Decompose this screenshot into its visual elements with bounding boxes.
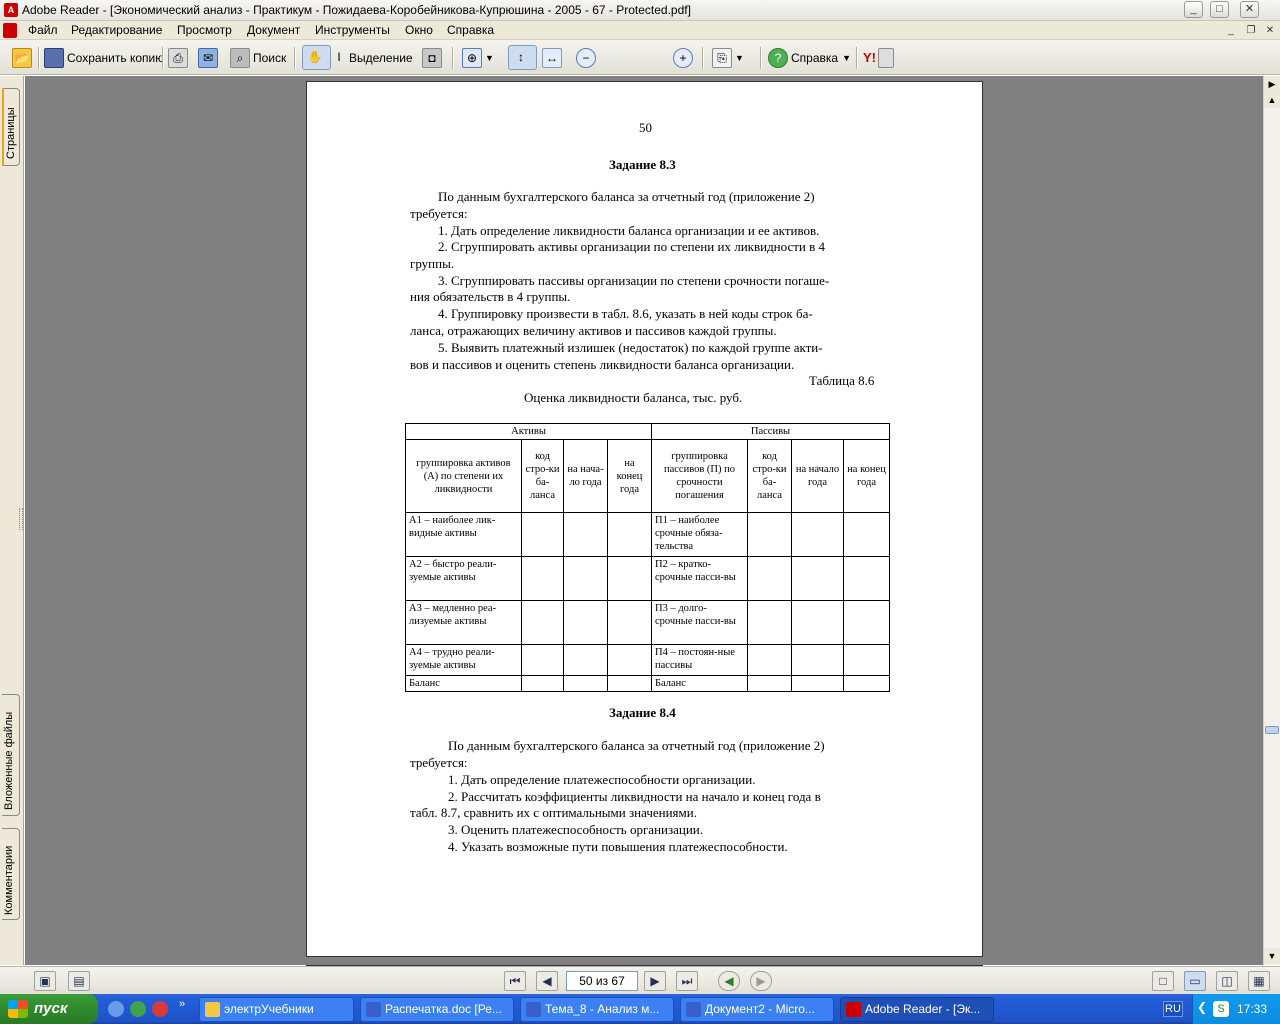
paragraph-line: требуется: [410, 755, 468, 770]
table-row [406, 513, 890, 557]
doc-close-button[interactable]: ✕ [1265, 25, 1275, 36]
tab-comments-label: Комментарии [3, 845, 15, 915]
rotate-view-button[interactable] [712, 45, 744, 70]
document-area[interactable] [25, 76, 1263, 965]
clock[interactable]: 17:33 [1237, 1002, 1268, 1016]
taskbar-item-folder[interactable] [199, 997, 354, 1022]
save-copy-button[interactable] [44, 45, 164, 70]
toolbar [0, 40, 1280, 75]
column-header: группировка активов (А) по степени их ликвидности [406, 440, 522, 513]
doc-minimize-button[interactable]: _ [1228, 25, 1234, 36]
quick-launch-more-icon[interactable]: » [179, 998, 186, 1010]
menu-help[interactable]: Справка [447, 23, 495, 37]
start-button[interactable] [0, 994, 98, 1024]
previous-page-button[interactable]: ◀ [536, 971, 558, 991]
menu-edit[interactable]: Редактирование [71, 23, 163, 37]
table-row [406, 645, 890, 676]
select-label: Выделение [349, 50, 413, 65]
facing-view-icon[interactable]: ◫ [1216, 971, 1238, 991]
select-tool-button[interactable] [332, 45, 413, 70]
email-icon: ✉ [198, 48, 218, 68]
tab-attachments-label: Вложенные файлы [3, 711, 15, 810]
table-cell: А3 – медленно реа-лизуемые активы [406, 601, 522, 645]
help-button[interactable] [768, 45, 851, 70]
chevron-down-icon[interactable]: ▼ [735, 52, 744, 63]
scroll-thumb[interactable] [1265, 726, 1279, 734]
paragraph-line: 2. Сгруппировать активы организации по степени их ликвидности в 4 [438, 239, 826, 254]
table-row [406, 557, 890, 601]
vertical-scrollbar[interactable] [1263, 76, 1280, 965]
help-label: Справка [791, 50, 839, 65]
camera-icon: ◘ [422, 48, 442, 68]
paragraph-line: 4. Указать возможные пути повышения платежеспособности. [448, 839, 788, 854]
binoculars-icon [878, 48, 894, 68]
table-cell: Баланс [406, 676, 522, 692]
table-cell: П2 – кратко-срочные пасси-вы [652, 557, 748, 601]
panel-resize-handle[interactable] [19, 508, 23, 530]
paragraph-line: 4. Группировку произвести в табл. 8.6, указать в ней коды строк ба- [438, 306, 813, 321]
doc-restore-button[interactable]: ❐ [1246, 25, 1256, 36]
windows-taskbar [0, 994, 1280, 1024]
security-icon[interactable]: S [1213, 1001, 1229, 1017]
table-cell: П1 – наиболее срочные обяза-тельства [652, 513, 748, 557]
task-label: Тема_8 - Анализ м... [545, 1002, 660, 1016]
close-button[interactable]: ✕ [1240, 1, 1259, 18]
column-header: на конец года [844, 440, 890, 513]
paragraph-line: ланса, отражающих величину активов и пассивов каждой группы. [410, 323, 777, 338]
pdf-page [306, 81, 983, 957]
open-button[interactable] [12, 45, 35, 70]
fit-page-button[interactable] [508, 45, 537, 70]
status-bar [0, 966, 1280, 994]
folder-icon: 📂 [12, 48, 32, 68]
paragraph-line: По данным бухгалтерского баланса за отчетный год (приложение 2) [448, 738, 825, 753]
tab-pages[interactable] [2, 88, 20, 166]
windows-logo-icon [8, 1000, 28, 1018]
table-cell: А2 – быстро реали-зуемые активы [406, 557, 522, 601]
binoculars-icon: ⌕ [230, 48, 250, 68]
scroll-down-arrow-icon[interactable]: ▼ [1264, 948, 1280, 964]
paragraph-line: 5. Выявить платежный излишек (недостаток) по каждой группе акти- [438, 340, 823, 355]
task-label: Документ2 - Micro... [705, 1002, 815, 1016]
adobe-reader-icon [846, 1002, 861, 1017]
snapshot-button[interactable] [422, 45, 445, 70]
menu-document[interactable]: Документ [247, 23, 301, 37]
table-cell: П4 – постоян-ные пассивы [652, 645, 748, 676]
zoom-in-button[interactable] [673, 45, 696, 70]
paragraph-line: 1. Дать определение ликвидности баланса организации и ее активов. [438, 223, 820, 238]
paragraph-line: вов и пассивов и оценить степень ликвидности баланса организации. [410, 357, 795, 372]
menu-bar [0, 21, 1280, 40]
title-bar [0, 0, 1280, 21]
fit-page-icon: ↕ [518, 49, 524, 64]
continuous-view-icon[interactable]: ▭ [1184, 971, 1206, 991]
browser-icon[interactable] [130, 1001, 146, 1017]
taskbar-item-word-printout[interactable] [360, 997, 514, 1022]
single-page-view-icon[interactable]: □ [1152, 971, 1174, 991]
go-forward-button[interactable]: ▶ [750, 971, 772, 991]
taskbar-item-adobe-reader[interactable] [840, 997, 994, 1022]
paragraph-line: табл. 8.7, сравнить их с оптимальными значениями. [410, 805, 697, 820]
table-row [406, 601, 890, 645]
minimize-button[interactable]: _ [1184, 1, 1203, 18]
search-label: Поиск [253, 50, 287, 65]
menu-tools[interactable]: Инструменты [315, 23, 390, 37]
paragraph-line: 2. Рассчитать коэффициенты ликвидности на начало и конец года в [448, 789, 821, 804]
search-button[interactable] [230, 45, 286, 70]
paragraph-line: 1. Дать определение платежеспособности организации. [448, 772, 756, 787]
hand-tool-button[interactable] [302, 45, 331, 70]
tab-comments[interactable] [2, 828, 20, 920]
hand-icon: ✋ [307, 49, 323, 64]
word-icon [526, 1002, 541, 1017]
menu-view[interactable]: Просмотр [177, 23, 232, 37]
system-tray [1192, 994, 1280, 1024]
table-cell: А4 – трудно реали-зуемые активы [406, 645, 522, 676]
table-caption: Оценка ликвидности баланса, тыс. руб. [524, 390, 743, 405]
document-icon[interactable] [3, 23, 17, 38]
column-header: группировка пассивов (П) по срочности погашения [652, 440, 748, 513]
column-header: на нача-ло года [564, 440, 608, 513]
minus-icon: − [576, 48, 596, 68]
table-cell: А1 – наиболее лик-видные активы [406, 513, 522, 557]
go-back-button[interactable]: ◀ [718, 971, 740, 991]
single-page-icon[interactable]: ▣ [34, 971, 56, 991]
task-label: Adobe Reader - [Эк... [865, 1002, 981, 1016]
tray-expand-icon[interactable]: ❮ [1197, 1000, 1208, 1014]
network-icon[interactable] [108, 1001, 124, 1017]
table-header-liabilities: Пассивы [652, 424, 890, 440]
menu-file[interactable]: Файл [28, 23, 58, 37]
printer-icon: ⎙ [168, 48, 188, 68]
start-label: пуск [34, 1000, 68, 1017]
task-title: Задание 8.3 [609, 157, 676, 172]
paragraph-line: 3. Сгруппировать пассивы организации по степени срочности погаше- [438, 273, 830, 288]
navigation-panel [0, 76, 24, 965]
word-icon [686, 1002, 701, 1017]
table-cell: П3 – долго-срочные пасси-вы [652, 601, 748, 645]
plus-icon: + [673, 48, 693, 68]
tab-pages-label: Страницы [5, 107, 17, 159]
maximize-button[interactable]: □ [1210, 1, 1229, 18]
text-cursor-icon: I [337, 49, 341, 64]
paragraph-line: ния обязательств в 4 группы. [410, 289, 571, 304]
magnifier-plus-icon: ⊕ [462, 48, 482, 68]
page-layout-icon[interactable]: ▤ [68, 971, 90, 991]
yahoo-logo-icon: Y! [863, 50, 876, 65]
email-button[interactable] [198, 45, 221, 70]
window-title: Adobe Reader - [Экономический анализ - Практикум - Пожидаева-Коробейникова-Купрюшина - 2005 - 67 - Protected.pdf] [22, 3, 691, 17]
table-row [406, 676, 890, 692]
first-page-button[interactable]: ⏮ [504, 971, 526, 991]
task-label: электрУчебники [224, 1002, 314, 1016]
chevron-down-icon[interactable]: ▼ [485, 52, 494, 63]
page-number: 50 [639, 120, 652, 135]
zoom-in-tool-button[interactable] [462, 45, 494, 70]
language-indicator[interactable]: RU [1163, 1001, 1183, 1017]
floppy-disk-icon [44, 48, 64, 68]
paragraph-line: группы. [410, 256, 455, 271]
taskbar-item-word-document2[interactable] [680, 997, 834, 1022]
scroll-right-arrow-icon[interactable]: ▶ [1264, 76, 1280, 92]
paragraph-line: 3. Оценить платежеспособность организации. [448, 822, 704, 837]
help-icon: ? [768, 48, 788, 68]
fit-width-button[interactable] [542, 45, 565, 70]
last-page-button[interactable]: ⏭ [676, 971, 698, 991]
liquidity-table [405, 423, 890, 692]
folder-icon [205, 1002, 220, 1017]
yahoo-search-button[interactable] [863, 45, 897, 70]
word-icon [366, 1002, 381, 1017]
paragraph-line: По данным бухгалтерского баланса за отчетный год (приложение 2) [438, 189, 815, 204]
chevron-down-icon[interactable]: ▼ [842, 52, 851, 63]
next-page-button[interactable]: ▶ [644, 971, 666, 991]
taskbar-item-word-topic[interactable] [520, 997, 674, 1022]
page-number-input[interactable]: 50 из 67 [566, 971, 638, 991]
task-label: Распечатка.doc [Ре... [385, 1002, 502, 1016]
column-header: код стро-ки ба-ланса [522, 440, 564, 513]
tab-attachments[interactable] [2, 694, 20, 816]
paragraph-line: требуется: [410, 206, 468, 221]
continuous-facing-view-icon[interactable]: ▦ [1248, 971, 1270, 991]
table-label: Таблица 8.6 [809, 373, 875, 388]
adobe-reader-app-icon: A [4, 3, 18, 17]
save-copy-label: Сохранить копию [67, 50, 165, 65]
table-header-assets: Активы [406, 424, 652, 440]
column-header: на конец года [608, 440, 652, 513]
print-button[interactable] [168, 45, 191, 70]
column-header: на начало года [792, 440, 844, 513]
column-header: код стро-ки ба-ланса [748, 440, 792, 513]
fit-width-icon: ↔ [542, 48, 562, 68]
pages-icon: ⎘ [712, 48, 732, 68]
scroll-up-arrow-icon[interactable]: ▲ [1264, 92, 1280, 108]
media-icon[interactable] [152, 1001, 168, 1017]
zoom-out-button[interactable] [576, 45, 599, 70]
task-title: Задание 8.4 [609, 705, 676, 720]
table-cell: Баланс [652, 676, 748, 692]
menu-window[interactable]: Окно [405, 23, 433, 37]
